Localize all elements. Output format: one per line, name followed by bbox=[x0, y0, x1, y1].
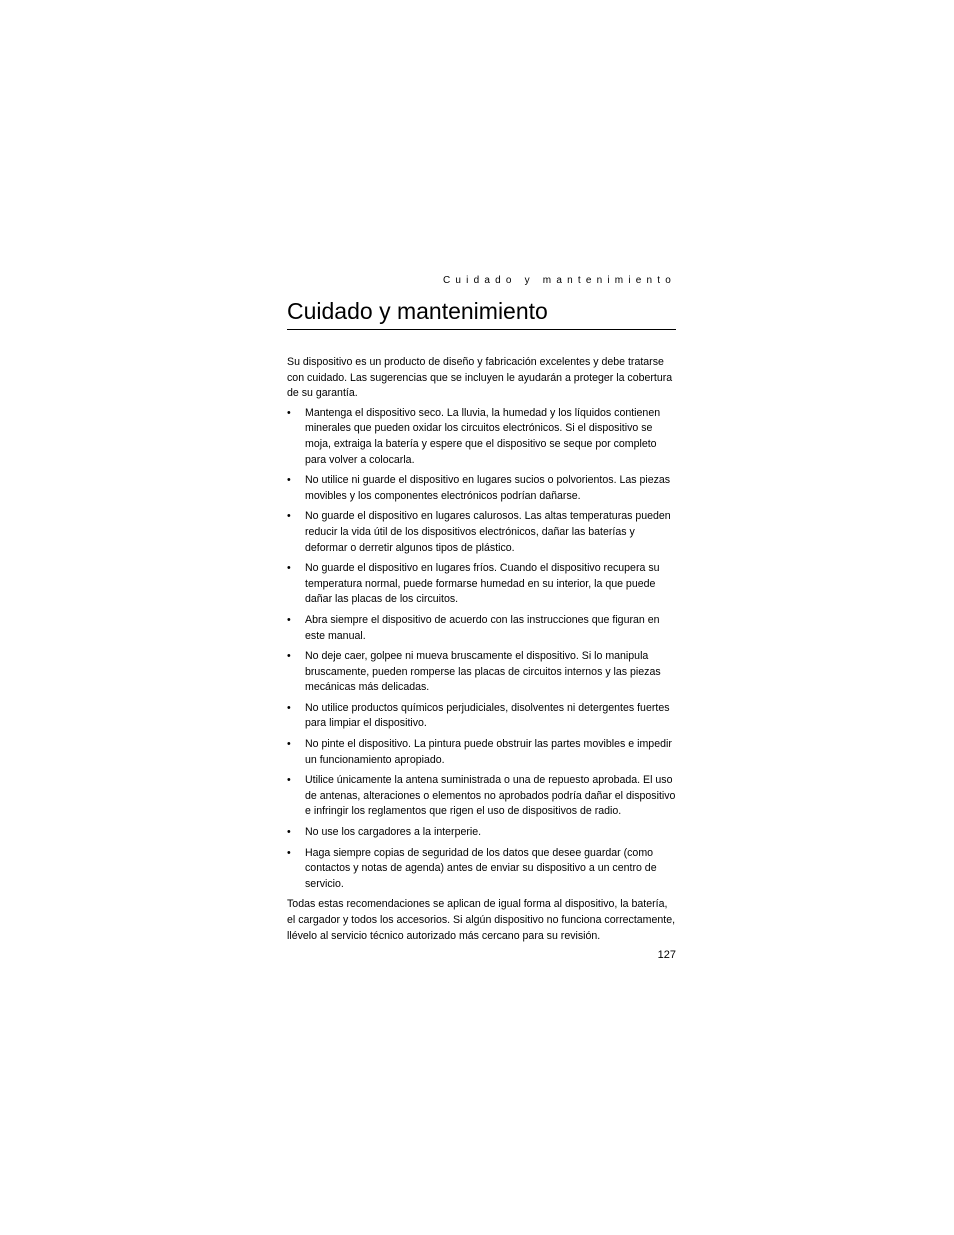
list-item bbox=[287, 406, 676, 468]
bullet-icon: • bbox=[287, 846, 291, 859]
bullet-icon: • bbox=[287, 701, 291, 714]
section-body bbox=[287, 355, 676, 944]
bullet-icon: • bbox=[287, 406, 291, 419]
list-item-text: Abra siempre el dispositivo de acuerdo con las instrucciones que figuran en este manual. bbox=[305, 613, 660, 642]
running-header: Cuidado y mantenimiento bbox=[443, 275, 676, 286]
list-item bbox=[287, 773, 676, 820]
bullet-icon: • bbox=[287, 738, 291, 751]
list-item-text: No guarde el dispositivo en lugares calurosos. Las altas temperaturas pueden reducir la vida útil de los dispositivos electrónicos, dañar las baterías y deformar o derretir algunos tipos de plástico. bbox=[305, 510, 671, 554]
bullet-icon: • bbox=[287, 510, 291, 523]
intro-paragraph: Su dispositivo es un producto de diseño y fabricación excelentes y debe tratarse con cuidado. Las sugerencias que se incluyen le ayudarán a proteger la cobertura de su garantía. bbox=[287, 356, 673, 400]
page-number: 127 bbox=[657, 949, 676, 961]
list-item-text: No utilice ni guarde el dispositivo en lugares sucios o polvorientos. Las piezas movibles y los componentes electrónicos podrían dañarse. bbox=[305, 474, 671, 502]
list-item-text: Utilice únicamente la antena suministrada o una de repuesto aprobada. El uso de antenas, alteraciones o elementos no aprobados podría dañar el dispositivo e infringir los reglamentos que rigen el uso de dispositivos de radio. bbox=[305, 774, 676, 818]
section-title: Cuidado y mantenimiento bbox=[287, 296, 676, 330]
list-item bbox=[287, 701, 676, 732]
list-item-text: No use los cargadores a la interperie. bbox=[305, 826, 482, 839]
care-tips-list bbox=[287, 406, 676, 893]
bullet-icon: • bbox=[287, 562, 291, 575]
bullet-icon: • bbox=[287, 613, 291, 626]
list-item bbox=[287, 613, 676, 644]
bullet-icon: • bbox=[287, 774, 291, 787]
list-item bbox=[287, 561, 676, 608]
bullet-icon: • bbox=[287, 826, 291, 839]
list-item bbox=[287, 649, 676, 696]
list-item bbox=[287, 509, 676, 556]
list-item-text: Haga siempre copias de seguridad de los datos que desee guardar (como contactos y notas de agenda) antes de enviar su dispositivo a un centro de servicio. bbox=[305, 846, 657, 890]
bullet-icon: • bbox=[287, 650, 291, 663]
closing-paragraph: Todas estas recomendaciones se aplican de igual forma al dispositivo, la batería, el cargador y todos los accesorios. Si algún dispositivo no funciona correctamente, llévelo al servicio técnico autorizado más cercano para su revisión. bbox=[287, 898, 676, 942]
bullet-icon: • bbox=[287, 474, 291, 487]
list-item-text: Mantenga el dispositivo seco. La lluvia, la humedad y los líquidos contienen minerales que pueden oxidar los circuitos electrónicos. Si el dispositivo se moja, extraiga la batería y espere que el dispositivo se seque por completo para volver a colocarla. bbox=[305, 406, 661, 466]
list-item bbox=[287, 825, 676, 841]
list-item bbox=[287, 846, 676, 893]
list-item bbox=[287, 737, 676, 768]
list-item-text: No deje caer, golpee ni mueva bruscamente el dispositivo. Si lo manipula bruscamente, pueden romperse las placas de circuitos internos y las piezas mecánicas más delicadas. bbox=[305, 650, 661, 694]
list-item-text: No pinte el dispositivo. La pintura puede obstruir las partes movibles e impedir un funcionamiento apropiado. bbox=[305, 738, 672, 766]
list-item-text: No utilice productos químicos perjudiciales, disolventes ni detergentes fuertes para limpiar el dispositivo. bbox=[305, 701, 670, 730]
list-item bbox=[287, 473, 676, 504]
list-item-text: No guarde el dispositivo en lugares fríos. Cuando el dispositivo recupera su temperatura normal, puede formarse humedad en su interior, la que puede dañar las placas de los circuitos. bbox=[305, 562, 660, 606]
